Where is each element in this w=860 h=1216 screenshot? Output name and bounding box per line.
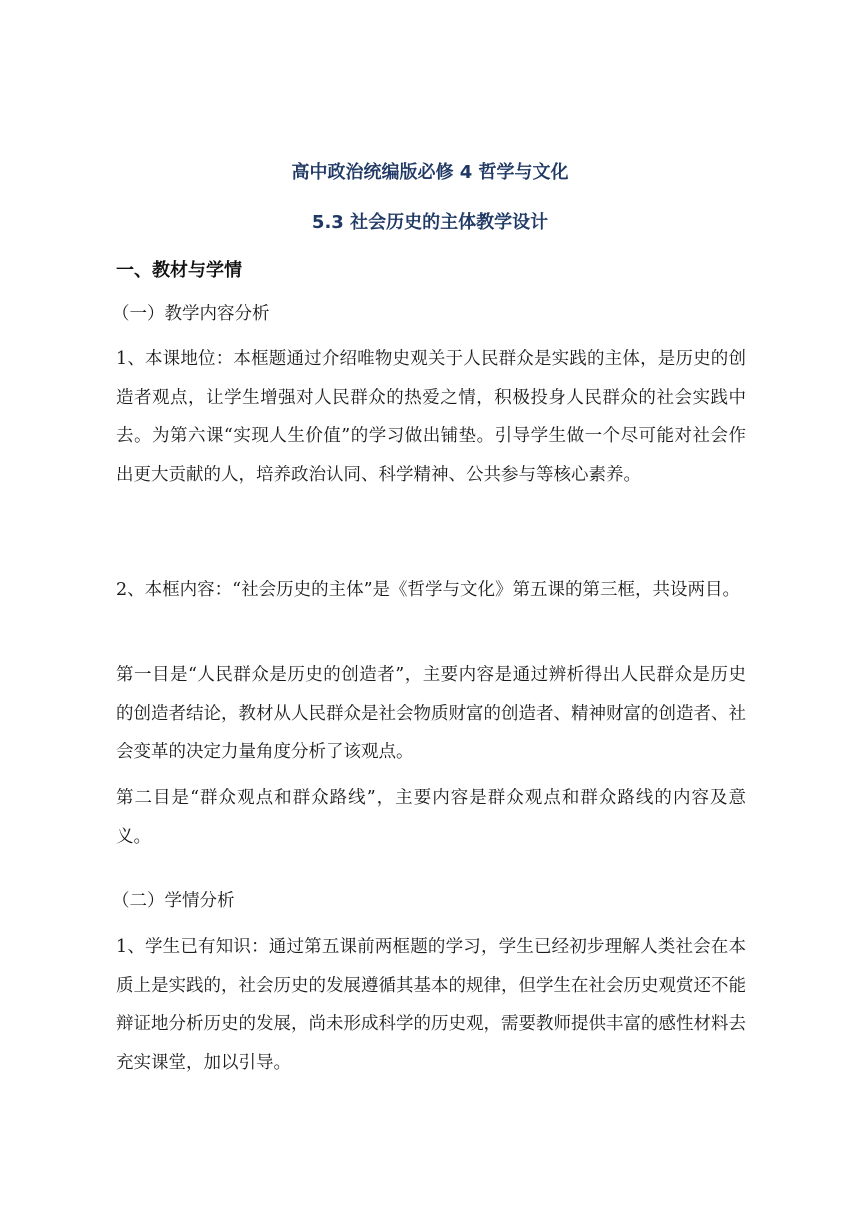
subsection-heading-student-analysis: （二）学情分析 — [112, 891, 235, 911]
section-heading-materials: 一、教材与学情 — [116, 260, 242, 281]
paragraph-second-item: 第二目是“群众观点和群众路线”，主要内容是群众观点和群众路线的内容及意义。 — [116, 788, 746, 847]
paragraph-first-item: 第一目是“人民群众是历史的创造者”，主要内容是通过辨析得出人民群众是历史的创造者结论，教材从人民群众是社会物质财富的创造者、精神财富的创造者、社会变革的决定力量角度分析了该观点。 — [116, 665, 746, 762]
paragraph-prior-knowledge: 1、学生已有知识：通过第五课前两框题的学习，学生已经初步理解人类社会在本质上是实践的，社会历史的发展遵循其基本的规律，但学生在社会历史观赏还不能辩证地分析历史的发展，尚未形成科学的历史观，需要教师提供丰富的感性材料去充实课堂，加以引导。 — [116, 937, 746, 1073]
paragraph-lesson-position: 1、本课地位：本框题通过介绍唯物史观关于人民群众是实践的主体，是历史的创造者观点，让学生增强对人民群众的热爱之情，积极投身人民群众的社会实践中去。为第六课“实现人生价值”的学习做出铺垫。引导学生做一个尽可能对社会作出更大贡献的人，培养政治认同、科学精神、公共参与等核心素养。 — [116, 349, 746, 485]
document-subtitle: 5.3 社会历史的主体教学设计 — [311, 212, 549, 233]
subsection-heading-content-analysis: （一）教学内容分析 — [112, 304, 270, 324]
document-title: 高中政治统编版必修 4 哲学与文化 — [291, 162, 569, 183]
paragraph-lesson-content: 2、本框内容：“社会历史的主体”是《哲学与文化》第五课的第三框，共设两目。 — [116, 580, 741, 600]
